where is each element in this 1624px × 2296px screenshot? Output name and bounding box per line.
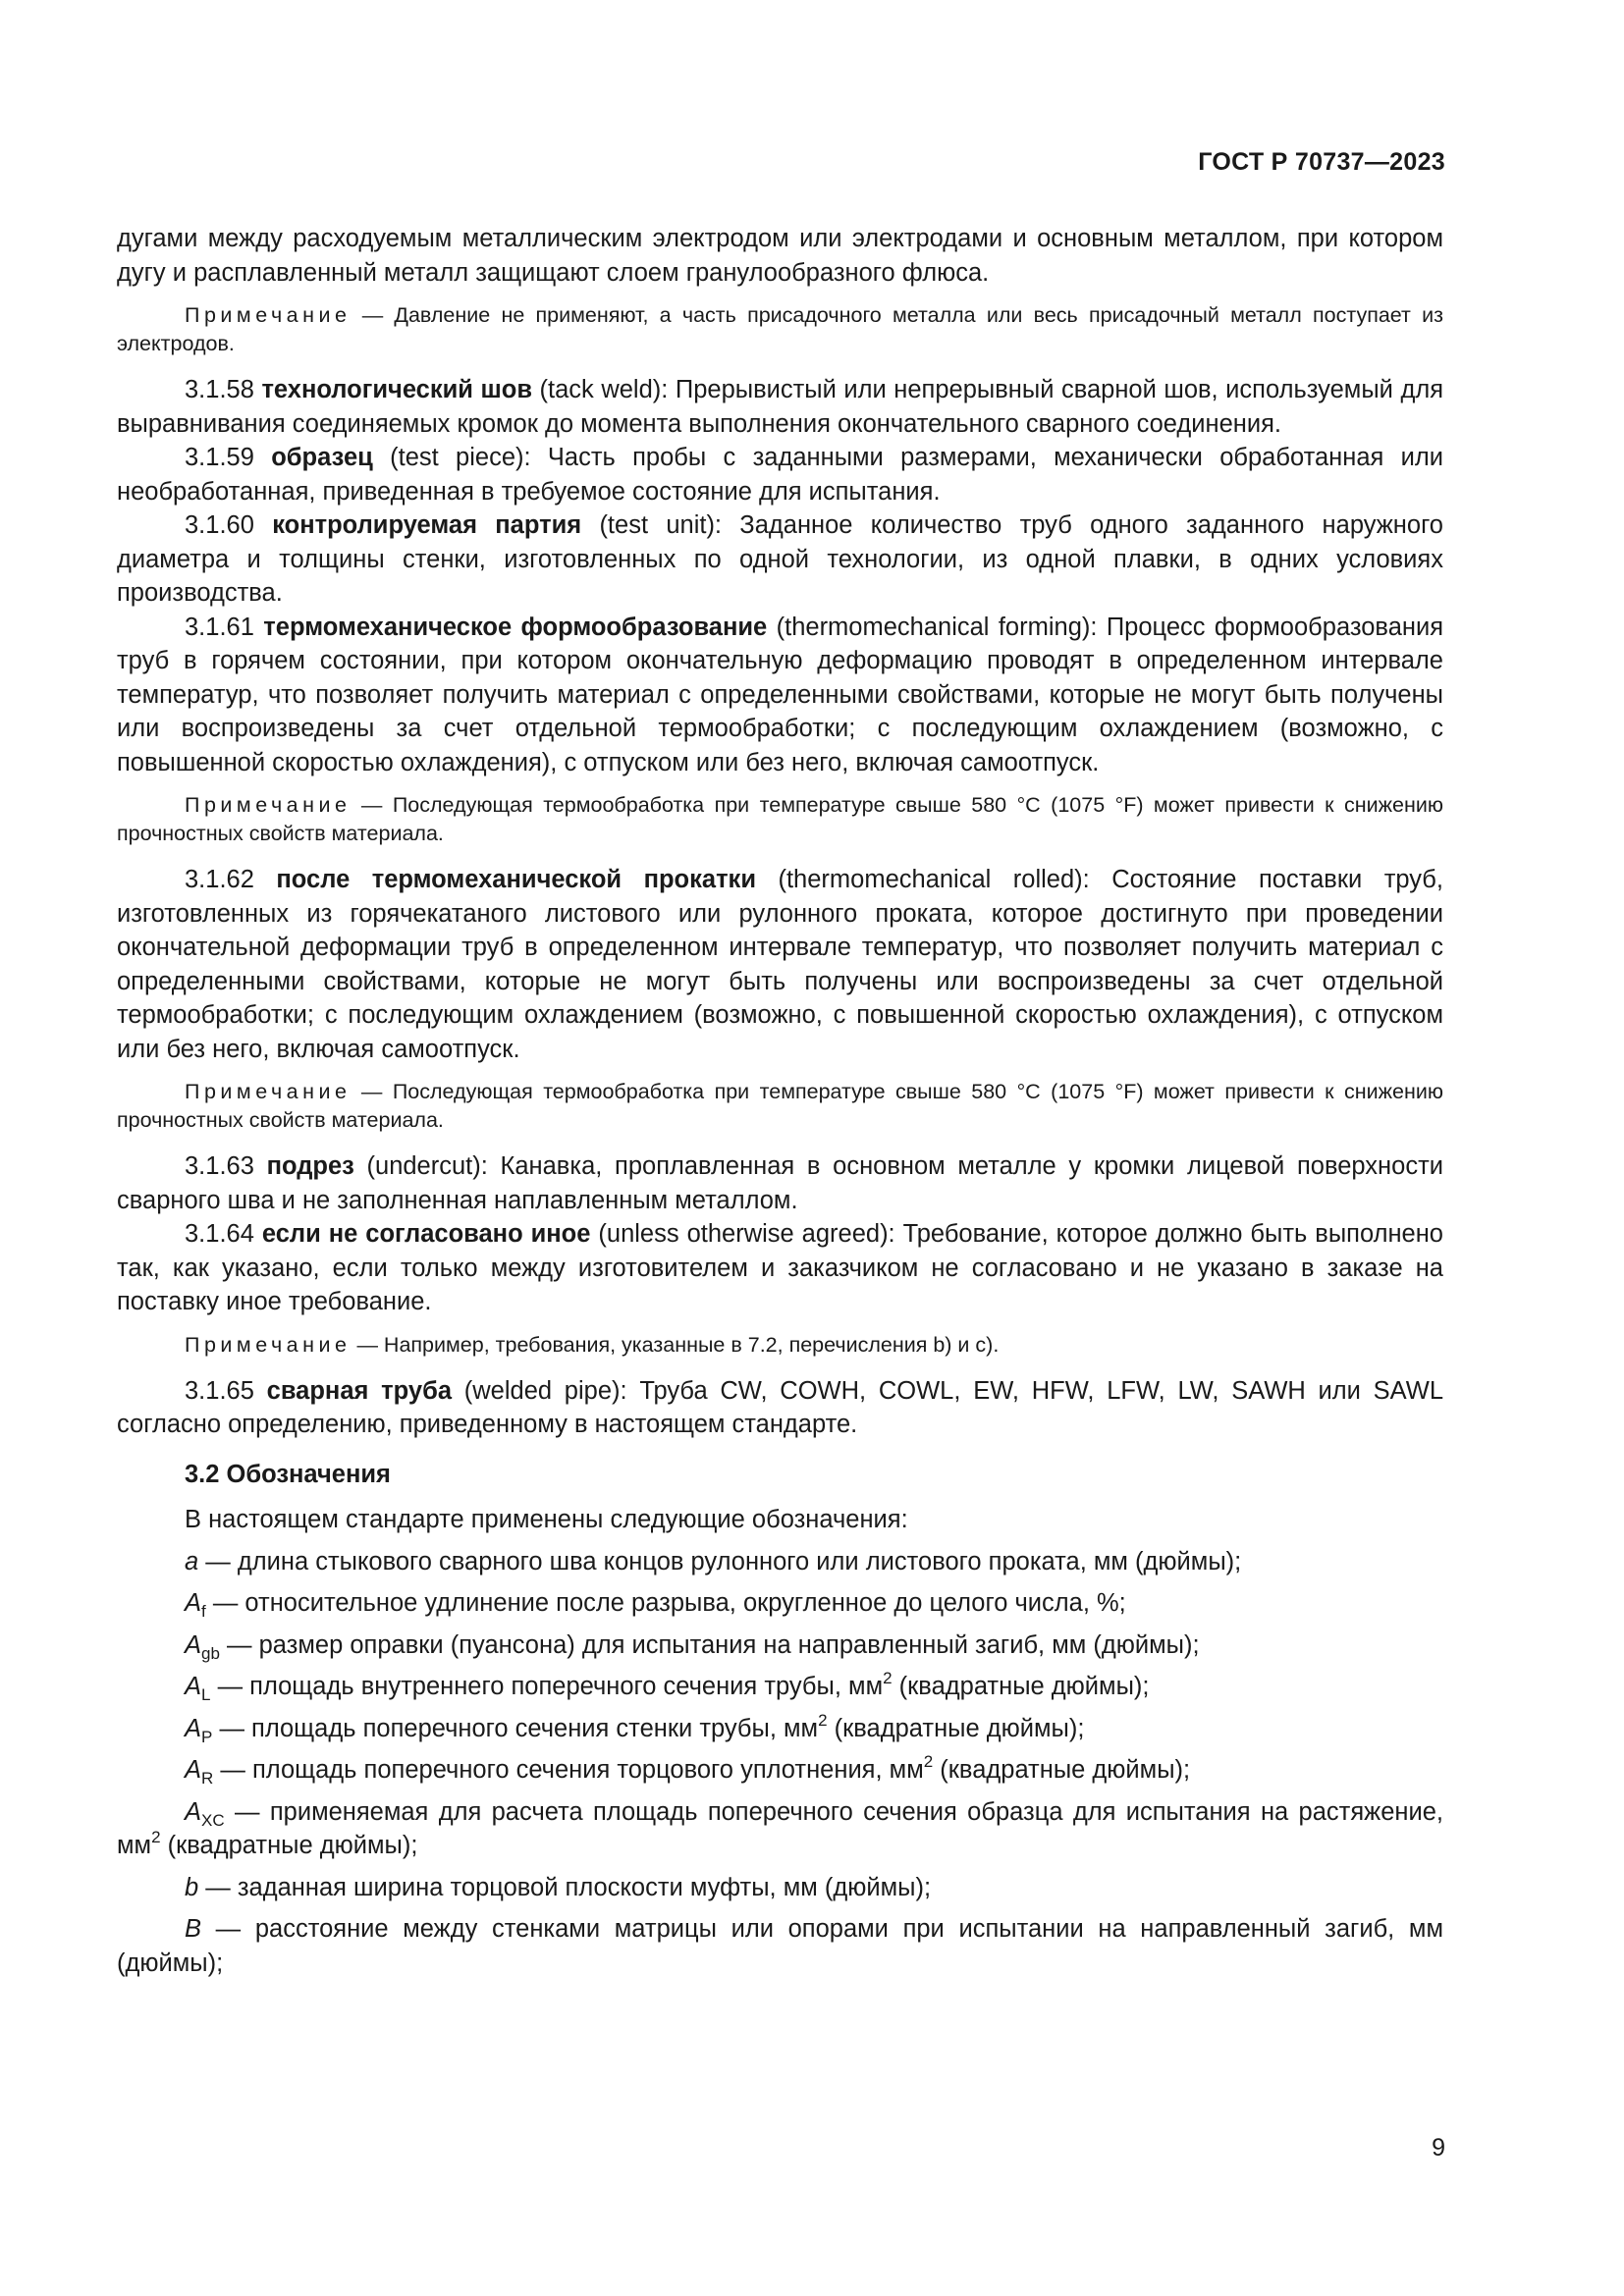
note-text: — Например, требования, указанные в 7.2, перечисления b) и с). xyxy=(356,1332,1000,1357)
paragraph-intro: дугами между расходуемым металлическим электродом или электродами и основным металлом, при котором дугу и расплавленный металл защищают слоем гранулообразного флюса. xyxy=(117,225,1443,287)
term-definition: (unless otherwise agreed): Требование, которое должно быть выполнено так, как указано, если только между изготовителем и заказчиком не согласовано и не указано в заказе на поставку иное требование. xyxy=(117,1220,1443,1315)
symbol-agb xyxy=(117,1629,1443,1663)
term-definition: (test piece): Часть пробы с заданными размерами, механически обработанная или необработанная, приведенная в требуемое состояние для испытания. xyxy=(117,444,1443,506)
note-label: Примечание xyxy=(185,303,352,327)
symbol-letter: A xyxy=(185,1756,202,1784)
symbol-letter: A xyxy=(185,1673,202,1700)
symbol-letter: A xyxy=(185,1630,202,1659)
symbol-superscript: 2 xyxy=(923,1752,934,1771)
symbol-letter: A xyxy=(185,1797,202,1826)
term-title: образец xyxy=(271,444,373,471)
symbol-letter: B xyxy=(185,1915,202,1943)
symbol-description: — длина стыкового сварного шва концов рулонного или листового проката, мм (дюймы); xyxy=(198,1547,1242,1575)
symbol-subscript: gb xyxy=(201,1643,220,1663)
symbol-description: — применяемая для расчета площадь поперечного сечения образца для испытания на растяжение, мм xyxy=(117,1797,1443,1859)
symbol-subscript: XC xyxy=(201,1810,225,1830)
note-text: — Последующая термообработка при температуре свыше 580 °С (1075 °F) может привести к снижению прочностных свойств материала. xyxy=(117,1080,1443,1132)
term-3-1-62 xyxy=(117,863,1443,1066)
term-definition: (welded pipe): Труба CW, COWH, COWL, EW, HFW, LFW, LW, SAWH или SAWL согласно определению, приведенному в настоящем стандарте. xyxy=(117,1376,1443,1438)
symbol-description-tail: (квадратные дюймы); xyxy=(892,1673,1150,1700)
section-title: 3.2 Обозначения xyxy=(185,1460,391,1488)
term-number: 3.1.59 xyxy=(185,444,272,471)
symbol-a xyxy=(117,1545,1443,1579)
symbol-description-tail: (квадратные дюймы); xyxy=(933,1756,1191,1784)
symbol-superscript: 2 xyxy=(883,1669,893,1687)
term-number: 3.1.62 xyxy=(185,866,277,893)
symbol-description: — площадь поперечного сечения стенки трубы, мм xyxy=(212,1714,819,1742)
note-label: Примечание xyxy=(185,1332,352,1357)
term-title: контролируемая партия xyxy=(272,511,582,539)
symbol-description-tail: (квадратные дюймы); xyxy=(160,1832,418,1859)
symbol-b-lower xyxy=(117,1871,1443,1905)
term-title: если не согласовано иное xyxy=(261,1220,591,1248)
term-definition: (thermomechanical rolled): Состояние поставки труб, изготовленных из горячекатаного листового или рулонного проката, которое достигнуто при проведении окончательной деформации труб в определенном интервале температур, что позволяет получить материал с определенными свойствами, которые не могут быть получены или воспроизведены за счет отдельной термообработки; с последующим охлаждением (возможно, с повышенной скоростью охлаждения), с отпуском или без него, включая самоотпуск. xyxy=(117,866,1443,1063)
term-3-1-64 xyxy=(117,1217,1443,1319)
symbol-description-tail: (квадратные дюймы); xyxy=(827,1714,1085,1742)
note-4 xyxy=(117,1331,1443,1360)
term-3-1-61 xyxy=(117,611,1443,780)
symbol-af xyxy=(117,1586,1443,1621)
document-body xyxy=(117,222,1443,1988)
note-label: Примечание xyxy=(185,1080,352,1103)
term-number: 3.1.61 xyxy=(185,613,264,641)
term-3-1-60 xyxy=(117,508,1443,611)
symbol-superscript: 2 xyxy=(818,1710,828,1730)
term-number: 3.1.58 xyxy=(185,376,262,403)
symbol-description: — расстояние между стенками матрицы или опорами при испытании на направленный загиб, мм (дюймы); xyxy=(117,1915,1443,1977)
term-number: 3.1.63 xyxy=(185,1152,267,1180)
symbol-subscript: f xyxy=(201,1602,206,1621)
symbol-letter: b xyxy=(185,1873,199,1901)
symbols-intro: В настоящем стандарте применены следующие обозначения: xyxy=(185,1506,908,1533)
term-title: технологический шов xyxy=(261,376,533,403)
note-1 xyxy=(117,301,1443,358)
page-number: 9 xyxy=(1432,2134,1445,2162)
symbol-b-upper xyxy=(117,1912,1443,1980)
term-3-1-59 xyxy=(117,441,1443,508)
note-label: Примечание xyxy=(185,793,352,817)
term-number: 3.1.65 xyxy=(185,1376,267,1405)
term-definition: (test unit): Заданное количество труб одного заданного наружного диаметра и толщины стенки, изготовленных по одной технологии, из одной плавки, в одних условиях производства. xyxy=(117,511,1443,607)
symbol-description: — размер оправки (пуансона) для испытания на направленный загиб, мм (дюймы); xyxy=(219,1630,1200,1659)
term-title: термомеханическое формообразование xyxy=(263,613,768,641)
document-header: ГОСТ Р 70737—2023 xyxy=(1198,148,1445,176)
symbol-letter: A xyxy=(185,1589,202,1617)
symbol-subscript: R xyxy=(201,1769,214,1788)
symbol-subscript: P xyxy=(201,1727,213,1746)
symbol-subscript: L xyxy=(201,1685,211,1704)
term-3-1-58 xyxy=(117,373,1443,441)
term-title: подрез xyxy=(266,1152,354,1180)
term-number: 3.1.60 xyxy=(185,511,273,539)
term-3-1-63 xyxy=(117,1149,1443,1217)
note-text: — Давление не применяют, а часть присадочного металла или весь присадочный металл поступает из электродов. xyxy=(117,303,1443,355)
term-title: сварная труба xyxy=(266,1376,452,1405)
symbol-description: — площадь внутреннего поперечного сечения трубы, мм xyxy=(210,1673,884,1700)
term-definition: (thermomechanical forming): Процесс формообразования труб в горячем состоянии, при котором окончательную деформацию проводят в определенном интервале температур, что позволяет получить материал с определенными свойствами, которые не могут быть получены или воспроизведены за счет отдельной термообработки; с последующим охлаждением (возможно, с повышенной скоростью охлаждения), с отпуском или без него, включая самоотпуск. xyxy=(117,613,1444,776)
symbol-axc xyxy=(117,1795,1443,1863)
symbol-letter: A xyxy=(185,1714,202,1742)
note-2 xyxy=(117,791,1443,848)
symbol-ap xyxy=(117,1712,1443,1746)
symbol-description: — относительное удлинение после разрыва, округленное до целого числа, %; xyxy=(205,1589,1126,1617)
symbol-description: — заданная ширина торцовой плоскости муфты, мм (дюймы); xyxy=(198,1873,932,1901)
symbol-ar xyxy=(117,1753,1443,1788)
symbol-letter: a xyxy=(185,1547,199,1575)
symbol-superscript: 2 xyxy=(151,1828,161,1846)
symbol-description: — площадь поперечного сечения торцового уплотнения, мм xyxy=(213,1756,924,1784)
term-number: 3.1.64 xyxy=(185,1220,262,1248)
symbol-al xyxy=(117,1670,1443,1704)
term-definition: (undercut): Канавка, проплавленная в основном металле у кромки лицевой поверхности сварного шва и не заполненная наплавленным металлом. xyxy=(117,1152,1443,1214)
note-text: — Последующая термообработка при температуре свыше 580 °С (1075 °F) может привести к снижению прочностных свойств материала. xyxy=(117,793,1443,845)
term-title: после термомеханической прокатки xyxy=(276,866,756,893)
note-3 xyxy=(117,1078,1443,1135)
term-definition: (tack weld): Прерывистый или непрерывный сварной шов, используемый для выравнивания соединяемых кромок до момента выполнения окончательного сварного соединения. xyxy=(117,376,1444,438)
term-3-1-65 xyxy=(117,1374,1443,1442)
